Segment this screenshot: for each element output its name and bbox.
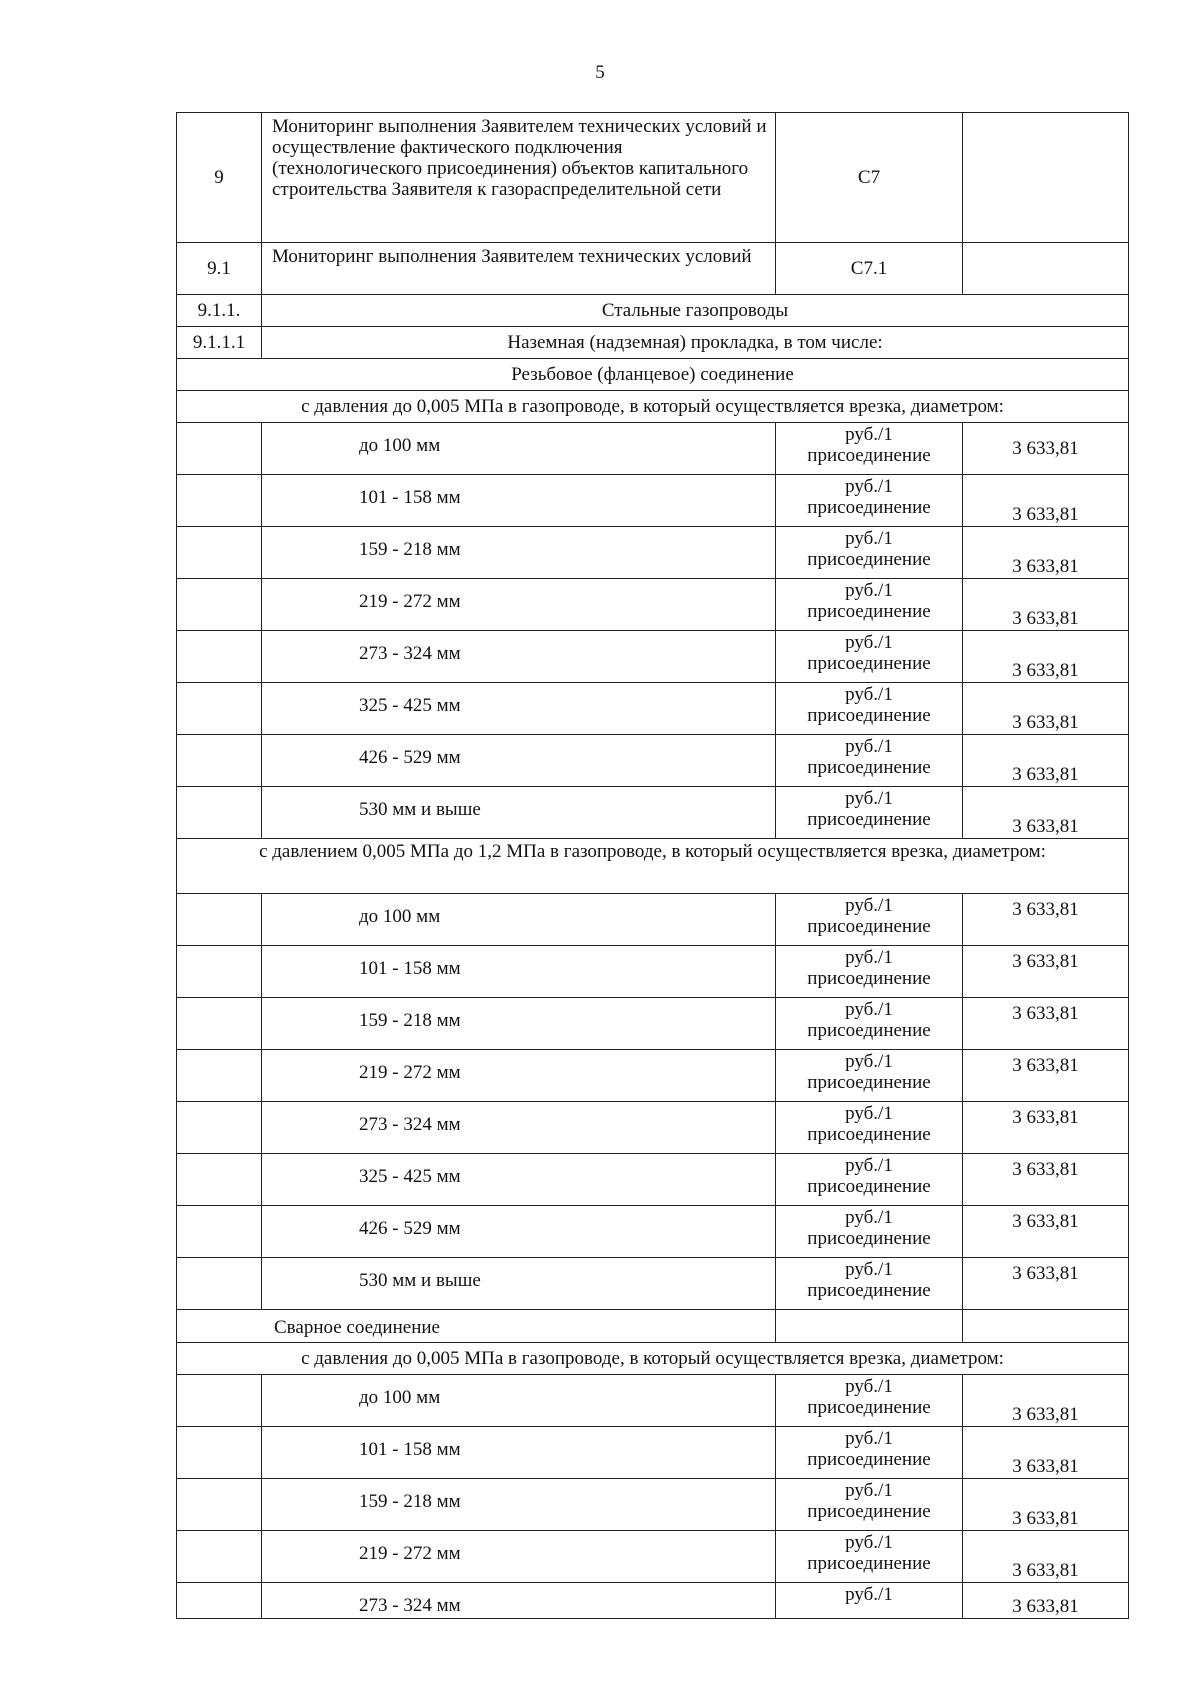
row-number [177, 1206, 262, 1258]
price-value: 3 633,81 [963, 1583, 1129, 1619]
price-value: 3 633,81 [963, 946, 1129, 998]
table-row [177, 1479, 1129, 1531]
table-row [177, 243, 1129, 295]
row-code [776, 1310, 963, 1343]
price-value: 3 633,81 [963, 1154, 1129, 1206]
price-value: 3 633,81 [963, 1531, 1129, 1583]
unit-label: руб./1 присоединение [776, 1206, 963, 1258]
section-row [177, 391, 1129, 423]
table-row [177, 527, 1129, 579]
table-row [177, 327, 1129, 359]
table-row [177, 946, 1129, 998]
unit-label: руб./1 присоединение [776, 1050, 963, 1102]
price-value: 3 633,81 [963, 787, 1129, 839]
section-heading: с давлением 0,005 МПа до 1,2 МПа в газопроводе, в который осуществляется врезка, диаметром: [177, 839, 1129, 894]
row-number [177, 1102, 262, 1154]
row-number [177, 787, 262, 839]
table-row [177, 579, 1129, 631]
table-row [177, 1310, 1129, 1343]
row-number [177, 1375, 262, 1427]
row-description: Мониторинг выполнения Заявителем технических условий и осуществление фактического подключения (технологического присоединения) объектов капитального строительства Заявителя к газораспределительной сети [262, 113, 776, 243]
diameter-label: 426 - 529 мм [262, 1206, 776, 1258]
row-code: С7.1 [776, 243, 963, 295]
section-heading: с давления до 0,005 МПа в газопроводе, в который осуществляется врезка, диаметром: [177, 391, 1129, 423]
price-value: 3 633,81 [963, 1427, 1129, 1479]
row-number [177, 1427, 262, 1479]
price-value: 3 633,81 [963, 1206, 1129, 1258]
unit-label: руб./1 присоединение [776, 1375, 963, 1427]
tariff-table [176, 112, 1129, 1619]
unit-label: руб./1 присоединение [776, 1258, 963, 1310]
price-value: 3 633,81 [963, 735, 1129, 787]
section-heading: с давления до 0,005 МПа в газопроводе, в который осуществляется врезка, диаметром: [177, 1343, 1129, 1375]
diameter-label: 159 - 218 мм [262, 527, 776, 579]
unit-label: руб./1 присоединение [776, 1479, 963, 1531]
unit-label: руб./1 присоединение [776, 894, 963, 946]
unit-label: руб./1 присоединение [776, 946, 963, 998]
table-row [177, 1583, 1129, 1619]
diameter-label: 325 - 425 мм [262, 1154, 776, 1206]
row-number: 9.1.1. [177, 295, 262, 327]
price-value: 3 633,81 [963, 1375, 1129, 1427]
unit-label: руб./1 присоединение [776, 475, 963, 527]
price-value: 3 633,81 [963, 423, 1129, 475]
unit-label: руб./1 присоединение [776, 787, 963, 839]
diameter-label: до 100 мм [262, 1375, 776, 1427]
row-number: 9 [177, 113, 262, 243]
diameter-label: 159 - 218 мм [262, 1479, 776, 1531]
row-number [177, 1154, 262, 1206]
diameter-label: до 100 мм [262, 894, 776, 946]
table-row [177, 683, 1129, 735]
row-number [177, 1258, 262, 1310]
row-value [963, 113, 1129, 243]
section-heading: Сварное соединение [177, 1310, 776, 1343]
unit-label: руб./1 присоединение [776, 1102, 963, 1154]
price-value: 3 633,81 [963, 579, 1129, 631]
row-value [963, 243, 1129, 295]
row-number [177, 1531, 262, 1583]
unit-label: руб./1 присоединение [776, 1427, 963, 1479]
table-row [177, 1427, 1129, 1479]
unit-label: руб./1 присоединение [776, 1154, 963, 1206]
row-number: 9.1.1.1 [177, 327, 262, 359]
diameter-label: 426 - 529 мм [262, 735, 776, 787]
table-row [177, 113, 1129, 243]
section-row [177, 839, 1129, 894]
diameter-label: 273 - 324 мм [262, 1102, 776, 1154]
diameter-label: 219 - 272 мм [262, 579, 776, 631]
group-low-pressure-threaded [177, 423, 1129, 839]
table-row [177, 1531, 1129, 1583]
diameter-label: 530 мм и выше [262, 787, 776, 839]
diameter-label: 530 мм и выше [262, 1258, 776, 1310]
row-number [177, 579, 262, 631]
row-number: 9.1 [177, 243, 262, 295]
table-row [177, 735, 1129, 787]
row-number [177, 998, 262, 1050]
table-row [177, 1258, 1129, 1310]
price-value: 3 633,81 [963, 998, 1129, 1050]
table-row [177, 998, 1129, 1050]
row-number [177, 946, 262, 998]
row-code: С7 [776, 113, 963, 243]
table-row [177, 423, 1129, 475]
row-number [177, 1583, 262, 1619]
group-mid-pressure-threaded [177, 894, 1129, 1310]
price-value: 3 633,81 [963, 1050, 1129, 1102]
price-value: 3 633,81 [963, 475, 1129, 527]
unit-label: руб./1 присоединение [776, 527, 963, 579]
row-title: Стальные газопроводы [262, 295, 1129, 327]
table-row [177, 1102, 1129, 1154]
price-value: 3 633,81 [963, 1479, 1129, 1531]
row-number [177, 735, 262, 787]
table-row [177, 1206, 1129, 1258]
table-row [177, 1375, 1129, 1427]
row-number [177, 894, 262, 946]
group-low-pressure-welded [177, 1375, 1129, 1619]
section-row [177, 359, 1129, 391]
table-row [177, 631, 1129, 683]
row-number [177, 1479, 262, 1531]
row-number [177, 527, 262, 579]
table-row [177, 894, 1129, 946]
diameter-label: 273 - 324 мм [262, 1583, 776, 1619]
table-row [177, 295, 1129, 327]
unit-label: руб./1 присоединение [776, 423, 963, 475]
table-row [177, 787, 1129, 839]
price-value: 3 633,81 [963, 894, 1129, 946]
diameter-label: 273 - 324 мм [262, 631, 776, 683]
section-row [177, 1343, 1129, 1375]
price-value: 3 633,81 [963, 631, 1129, 683]
table-row [177, 475, 1129, 527]
row-value [963, 1310, 1129, 1343]
row-number [177, 683, 262, 735]
unit-label: руб./1 присоединение [776, 683, 963, 735]
unit-label: руб./1 присоединение [776, 998, 963, 1050]
row-number [177, 1050, 262, 1102]
table-row [177, 1154, 1129, 1206]
unit-label: руб./1 присоединение [776, 631, 963, 683]
table-row [177, 1050, 1129, 1102]
section-heading: Резьбовое (фланцевое) соединение [177, 359, 1129, 391]
unit-label: руб./1 [776, 1583, 963, 1619]
diameter-label: 219 - 272 мм [262, 1531, 776, 1583]
unit-label: руб./1 присоединение [776, 735, 963, 787]
price-value: 3 633,81 [963, 1102, 1129, 1154]
diameter-label: 101 - 158 мм [262, 475, 776, 527]
row-title: Наземная (надземная) прокладка, в том числе: [262, 327, 1129, 359]
page-number: 5 [595, 62, 605, 83]
diameter-label: 101 - 158 мм [262, 946, 776, 998]
diameter-label: 159 - 218 мм [262, 998, 776, 1050]
price-value: 3 633,81 [963, 683, 1129, 735]
diameter-label: до 100 мм [262, 423, 776, 475]
row-number [177, 423, 262, 475]
unit-label: руб./1 присоединение [776, 579, 963, 631]
diameter-label: 101 - 158 мм [262, 1427, 776, 1479]
row-number [177, 631, 262, 683]
unit-label: руб./1 присоединение [776, 1531, 963, 1583]
diameter-label: 219 - 272 мм [262, 1050, 776, 1102]
row-number [177, 475, 262, 527]
row-description: Мониторинг выполнения Заявителем технических условий [262, 243, 776, 295]
price-value: 3 633,81 [963, 1258, 1129, 1310]
diameter-label: 325 - 425 мм [262, 683, 776, 735]
price-value: 3 633,81 [963, 527, 1129, 579]
